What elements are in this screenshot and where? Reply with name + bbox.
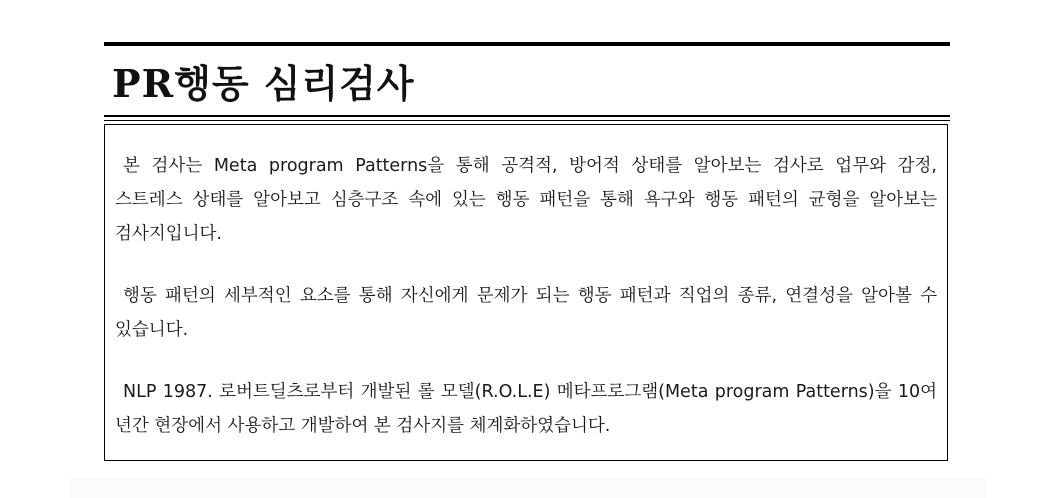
- title-underline-thin: [104, 120, 950, 121]
- paragraph-behavior-patterns: 행동 패턴의 세부적인 요소를 통해 자신에게 문제가 되는 행동 패턴과 직업의 종류, 연결성을 알아볼 수 있습니다.: [115, 286, 937, 340]
- top-rule: [104, 42, 950, 46]
- document-title: PR행동 심리검사: [112, 61, 415, 106]
- title-underline-thick: [104, 115, 950, 117]
- description-box: [104, 124, 948, 461]
- paragraph-nlp-origin: NLP 1987. 로버트딜츠로부터 개발된 롤 모델(R.O.L.E) 메타프로그램(Meta program Patterns)을 10여 년간 현장에서 사용하고 개발하여 본 검사지를 체계화하였습니다.: [115, 382, 937, 436]
- paragraph-intro: 본 검사는 Meta program Patterns을 통해 공격적, 방어적 상태를 알아보는 검사로 업무와 감정, 스트레스 상태를 알아보고 심층구조 속에 있는 행동 패턴을 통해 욕구와 행동 패턴의 균형을 알아보는 검사지입니다.: [115, 156, 937, 244]
- bottom-strip: [70, 478, 986, 498]
